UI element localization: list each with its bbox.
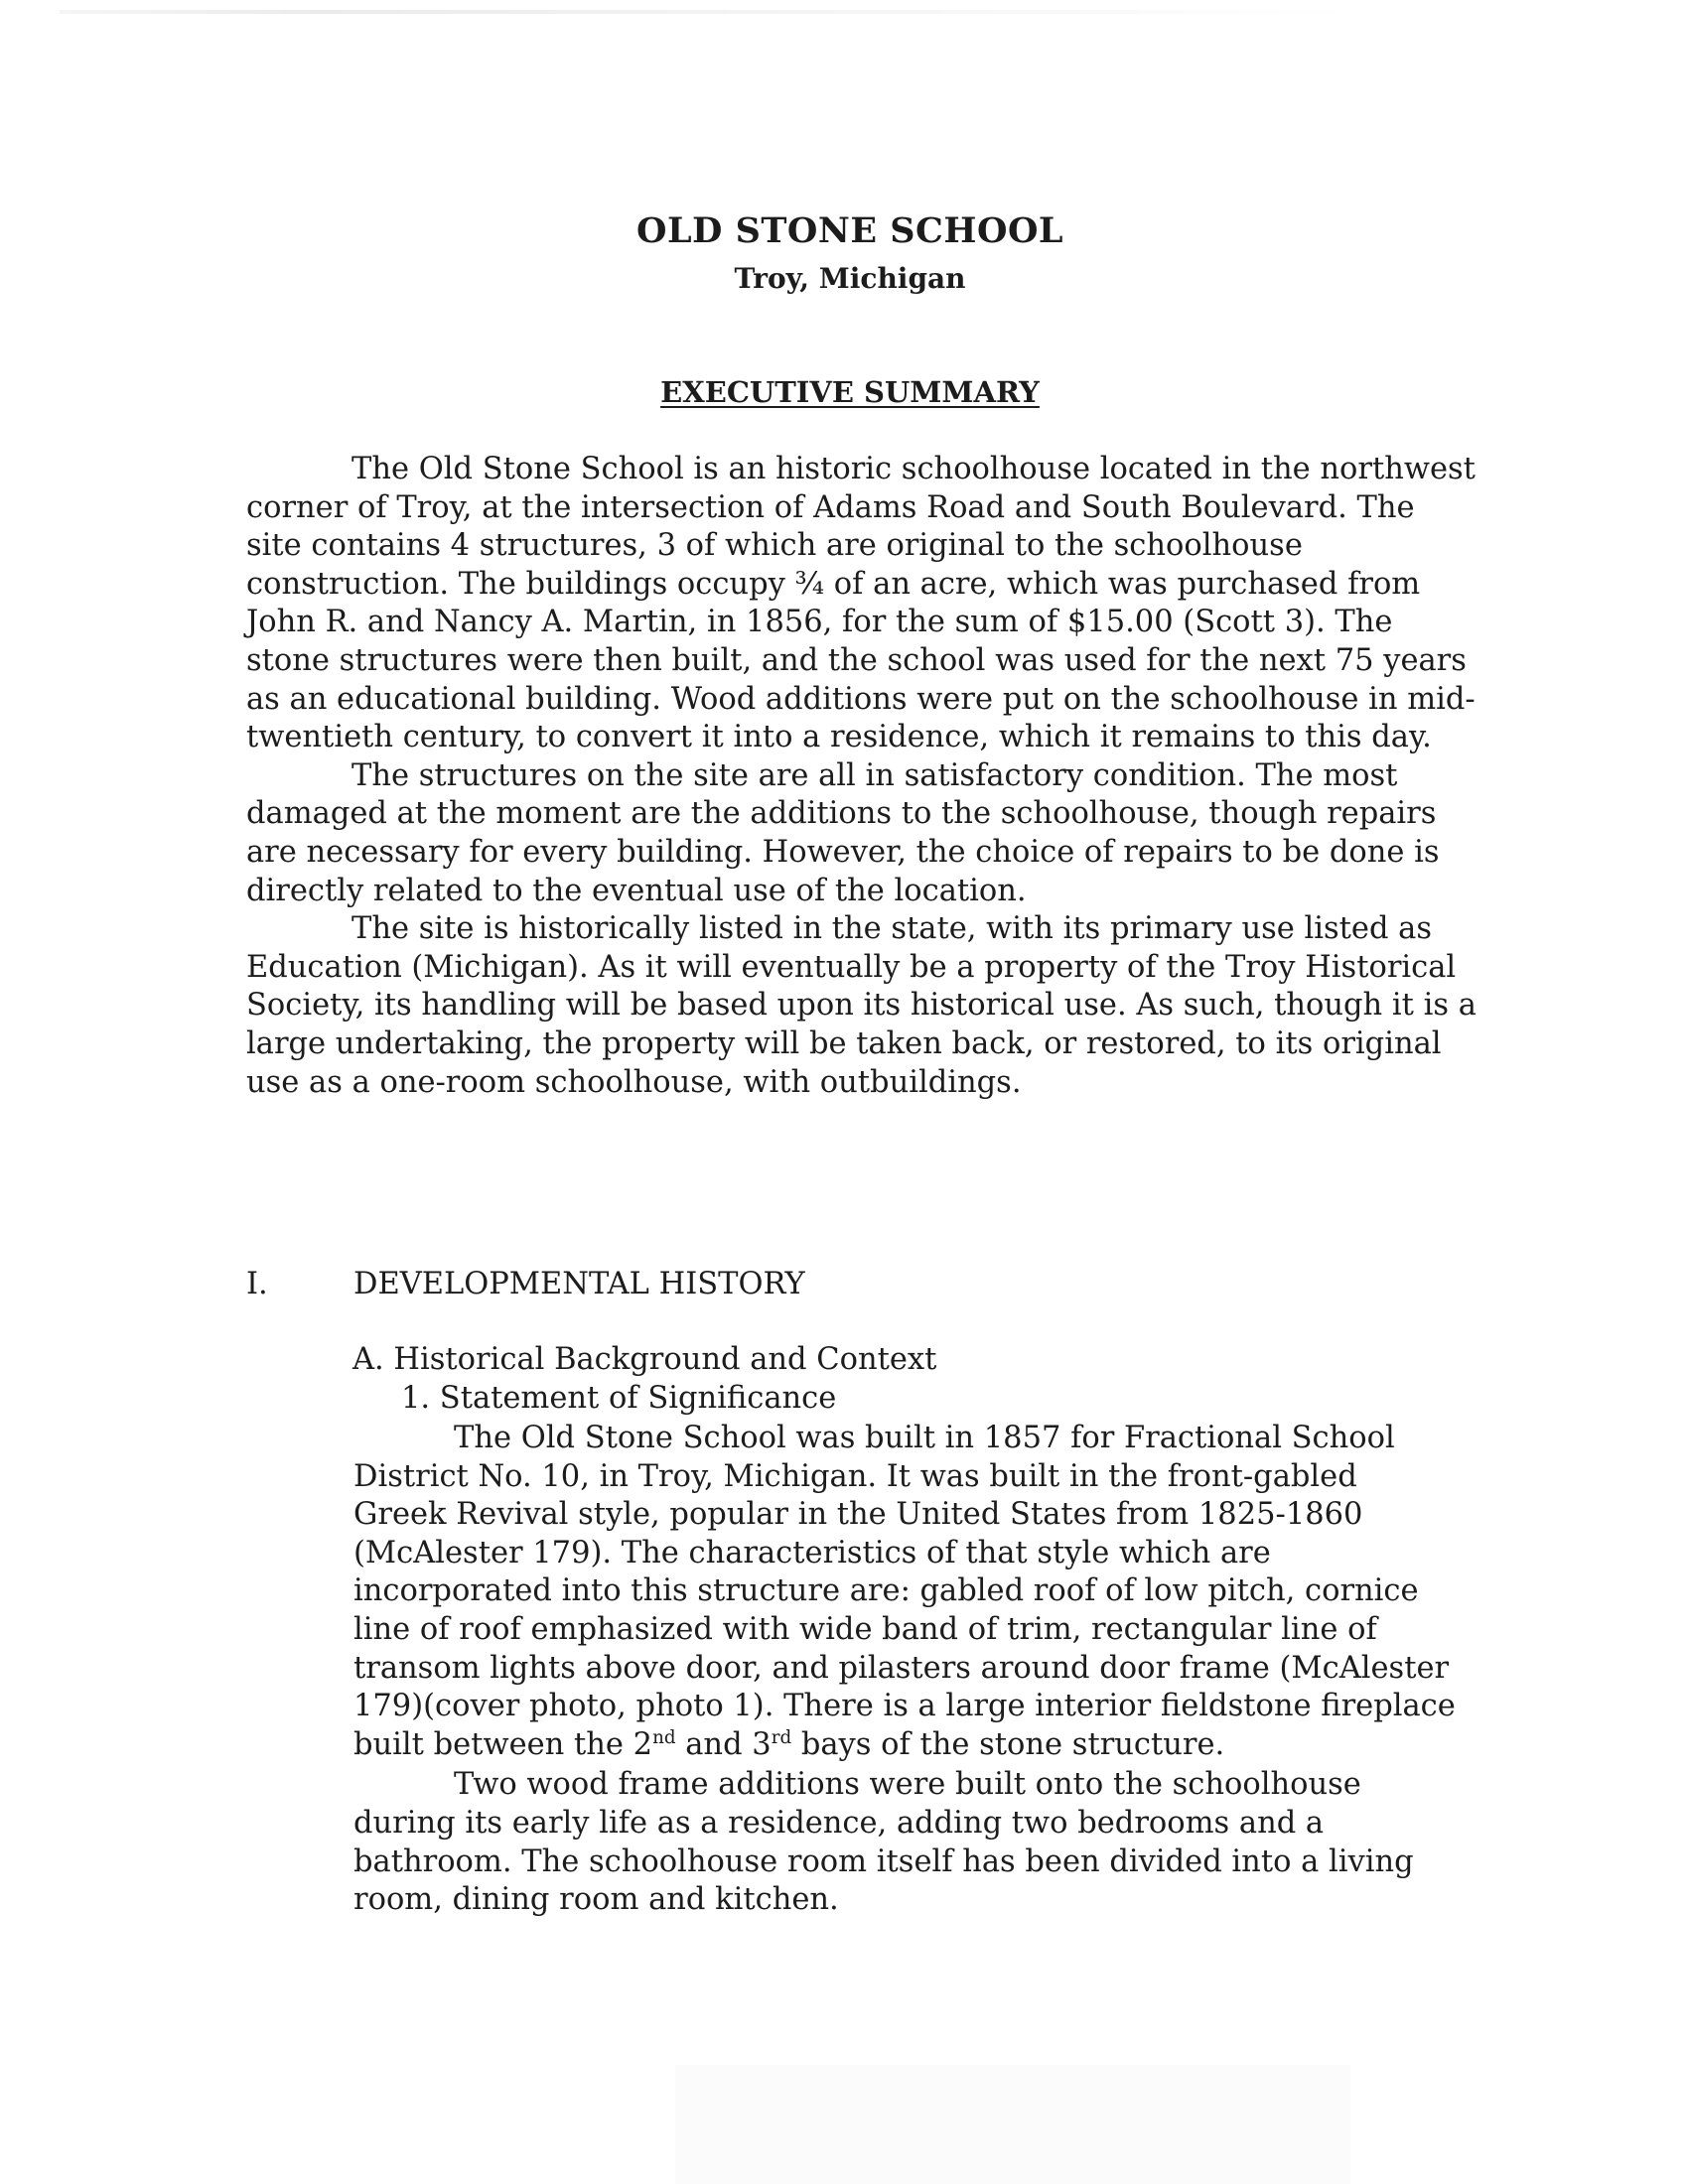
section-heading-developmental-history [246, 1266, 1477, 1304]
executive-summary-heading: EXECUTIVE SUMMARY [660, 375, 1040, 409]
subsubsection-heading: 1. Statement of Significance [401, 1381, 837, 1416]
summary-paragraph: The site is historically listed in the state, with its primary use listed as Education (Michigan). As it will eventually be a property of the Troy Historical Society, its handling will be based upon its historical use. As such, though it is a large undertaking, the property will be taken back, or restored, to its original use as a one-room schoolhouse, with outbuildings. [246, 911, 1477, 1100]
significance-body [353, 1420, 1456, 1920]
document-title: OLD STONE SCHOOL [635, 210, 1064, 251]
significance-paragraph: The Old Stone School was built in 1857 for Fractional School District No. 10, in Troy, Michigan. It was built in the front-gabled Greek Revival style, popular in the United States from 1825-1860 (McAlester 179). The characteristics of that style which are incorporated into this structure are: gabled roof of low pitch, cornice line of roof emphasized with wide band of trim, rectangular line of transom lights above door, and pilasters around door frame (McAlester 179)(cover photo, photo 1). There is a large interior fieldstone fireplace built between the 2nd and 3rd bays of the stone structure. [353, 1421, 1456, 1762]
section-title: DEVELOPMENTAL HISTORY [353, 1267, 805, 1301]
significance-paragraph: Two wood frame additions were built onto the schoolhouse during its early life as a residence, adding two bedrooms and a bathroom. The schoolhouse room itself has been divided into a living room, dining room and kitchen. [353, 1767, 1414, 1918]
executive-summary-body [246, 451, 1477, 1102]
summary-paragraph: The Old Stone School is an historic schoolhouse located in the northwest corner of Troy, at the intersection of Adams Road and South Boulevard. The site contains 4 structures, 3 of which are original to the schoolhouse construction. The buildings occupy ¾ of an acre, which was purchased from John R. and Nancy A. Martin, in 1856, for the sum of $15.00 (Scott 3). The stone structures were then built, and the school was used for the next 75 years as an educational building. Wood additions were put on the schoolhouse in mid-twentieth century, to convert it into a residence, which it remains to this day. [246, 452, 1476, 755]
section-numeral: I. [246, 1267, 268, 1301]
summary-paragraph: The structures on the site are all in satisfactory condition. The most damaged at the moment are the additions to the schoolhouse, though repairs are necessary for every building. However, the choice of repairs to be done is directly related to the eventual use of the location. [246, 757, 1440, 908]
document-subtitle: Troy, Michigan [734, 262, 966, 295]
subsection-heading: A. Historical Background and Context [352, 1342, 937, 1377]
